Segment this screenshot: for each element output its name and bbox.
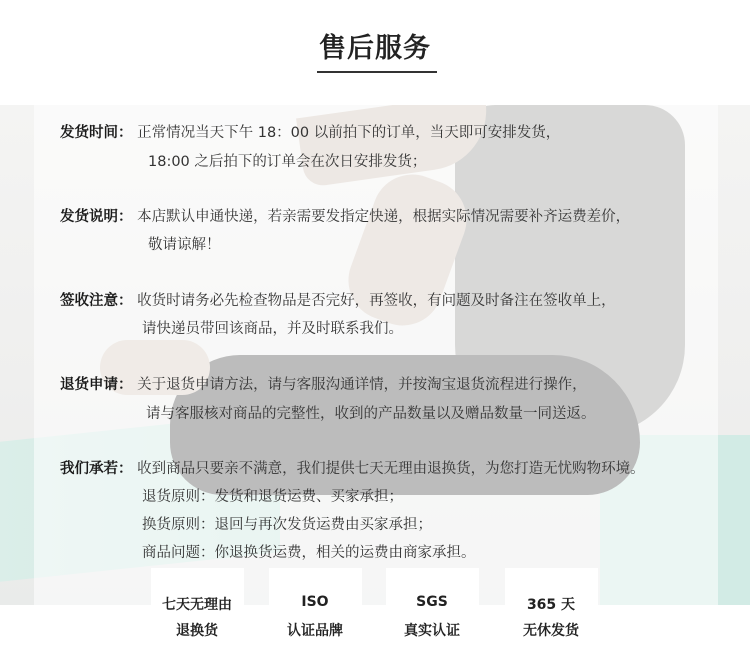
badge-iso-top: ISO [301,594,329,610]
shipping-time-line1: 正常情况当天下午 18：00 以前拍下的订单，当天即可安排发货， [137,125,561,141]
receipt-note-line2: 请快递员带回该商品，并及时联系我们。 [142,321,403,337]
shipping-time-line2: 18:00 之后拍下的订单会在次日安排发货； [148,154,427,170]
return-apply-label: 退货申请 [60,377,118,393]
return-apply-line2: 请与客服核对商品的完整性，收到的产品数量以及赠品数量一同送返。 [146,406,596,422]
shipping-note-line1: 本店默认申通快递，若亲需要发指定快递，根据实际情况需要补齐运费差价， [137,209,631,225]
badge-iso-bottom: 认证品牌 [287,623,343,639]
return-apply-row [60,378,587,393]
shipping-note-line2: 敬请谅解！ [148,237,221,253]
shipping-time-row [60,126,560,141]
badge-sgs-bottom: 真实认证 [404,623,460,639]
title-underline [317,71,437,73]
promise-row [60,462,645,477]
receipt-note-line1: 收货时请务必先检查物品是否完好，再签收，有问题及时备注在签收单上， [137,293,616,309]
page-title: 售后服务 [319,33,431,64]
shipping-note-colon: ： [118,209,133,225]
receipt-note-row [60,294,616,309]
return-apply-colon: ： [118,377,133,393]
receipt-note-label: 签收注意 [60,293,118,309]
badge-returns-bottom: 退换货 [176,623,218,639]
promise-line3: 换货原则：退回与再次发货运费由买家承担； [142,517,432,533]
receipt-note-colon: ： [118,293,133,309]
promise-line4: 商品问题：你退换货运费，相关的运费由商家承担。 [142,545,476,561]
shipping-note-label: 发货说明 [60,209,118,225]
badge-365-top: 365 天 [526,597,576,613]
badge-sgs-top: SGS [416,594,448,610]
shipping-note-row [60,210,630,225]
promise-line2: 退货原则：发货和退货运费、买家承担； [142,489,403,505]
promise-colon: ： [118,461,133,477]
shipping-time-label: 发货时间 [60,125,118,141]
return-apply-line1: 关于退货申请方法，请与客服沟通详情，并按淘宝退货流程进行操作， [137,377,587,393]
badge-returns-top: 七天无理由 [162,597,232,613]
promise-line1: 收到商品只要亲不满意，我们提供七天无理由退换货，为您打造无忧购物环境。 [137,461,645,477]
shipping-time-colon: ： [118,125,133,141]
promise-label: 我们承若 [60,461,118,477]
badge-365-bottom: 无休发货 [523,623,579,639]
